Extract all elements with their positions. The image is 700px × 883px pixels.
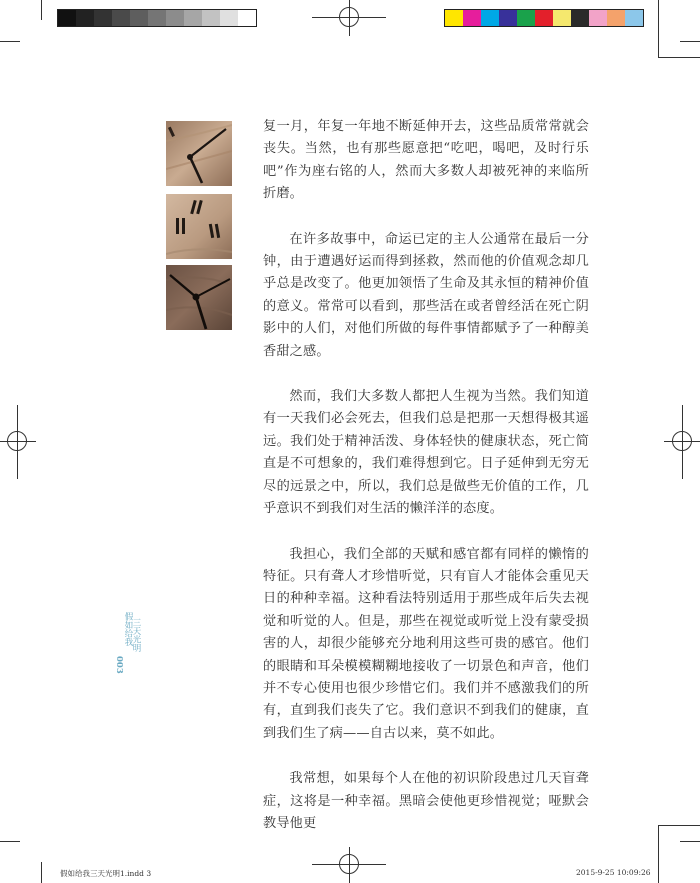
color-swatch [238,10,256,26]
book-title: 假如给我 [123,612,133,646]
paragraph: 复一月，年复一年地不断延伸开去，这些品质常常就会丧失。当然，也有那些愿意把“吃吧，喝吧，及时行乐吧”作为座右铭的人，然而大多数人却被死神的来临所折磨。 [263,119,589,202]
color-swatch [463,10,481,26]
paragraph: 我担心，我们全部的天赋和感官都有同样的懒惰的特征。只有聋人才珍惜听觉，只有盲人才能体会重见天日的种种幸福。这种看法特别适用于那些成年后失去视觉和听觉的人。但是，那些在视觉或听觉上没有蒙受损害的人，却很少能够充分地利用这些可贵的感官。他们的眼睛和耳朵模模糊糊地接收了一切景色和声音，他们并不专心使用也很少珍惜它们。我们并不感激我们的所有，直到我们丧失了它。我们意识不到我们的健康，直到我们生了病——自古以来，莫不如此。 [263,546,589,741]
footer-timestamp: 2015-9-25 10:09:26 [576,868,651,877]
clock-photo-1 [166,121,232,186]
color-swatch [148,10,166,26]
color-swatch [481,10,499,26]
crop-mark [0,841,20,842]
color-swatch [625,10,643,26]
footer-file-name: 假如给我三天光明1.indd 3 [60,869,152,878]
registration-circle [7,431,27,451]
registration-circle [672,431,692,451]
book-subtitle: 三天光明 [131,618,141,652]
registration-circle [339,7,359,27]
crop-mark [658,825,700,826]
color-swatch [220,10,238,26]
crop-mark [680,41,700,42]
color-swatch [499,10,517,26]
running-head [114,612,141,674]
crop-mark [659,57,700,58]
crop-mark [41,862,42,883]
color-swatch [58,10,76,26]
crop-mark [41,0,42,20]
color-swatch [535,10,553,26]
color-swatch [202,10,220,26]
color-swatch [166,10,184,26]
process-color-bar [444,9,644,27]
color-swatch [94,10,112,26]
clock-photo-3 [166,265,232,330]
paragraph: 在许多故事中，命运已定的主人公通常在最后一分钟，由于遭遇好运而得到拯救，然而他的价值观念却几乎总是改变了。他更加领悟了生命及其永恒的精神价值的意义。常常可以看到，那些活在或者曾经活在死亡阴影中的人们，对他们所做的每件事情都赋予了一种醇美香甜之感。 [263,231,589,359]
page-number: 003 [114,656,124,674]
color-swatch [589,10,607,26]
clock-photo-2 [166,194,232,259]
paragraph: 我常想，如果每个人在他的初识阶段患过几天盲聋症，这将是一种幸福。黑暗会使他更珍惜视觉；哑默会教导他更 [263,771,589,831]
crop-mark [680,841,700,842]
paragraph: 然而，我们大多数人都把人生视为当然。我们知道有一天我们必会死去，但我们总是把那一天想得极其遥远。我们处于精神活泼、身体轻快的健康状态，死亡简直是不可想象的，我们难得想到它。日子延伸到无穷无尽的远景之中，所以，我们总是做些无价值的工作，几乎意识不到我们对生活的懒洋洋的态度。 [263,389,589,517]
crop-mark [0,41,20,42]
color-swatch [607,10,625,26]
color-swatch [445,10,463,26]
color-swatch [76,10,94,26]
body-text [263,116,589,858]
color-swatch [112,10,130,26]
grayscale-color-bar [57,9,257,27]
crop-mark [658,20,659,58]
color-swatch [553,10,571,26]
color-swatch [571,10,589,26]
color-swatch [517,10,535,26]
crop-mark [658,0,659,20]
crop-mark [658,825,659,883]
color-swatch [184,10,202,26]
color-swatch [130,10,148,26]
